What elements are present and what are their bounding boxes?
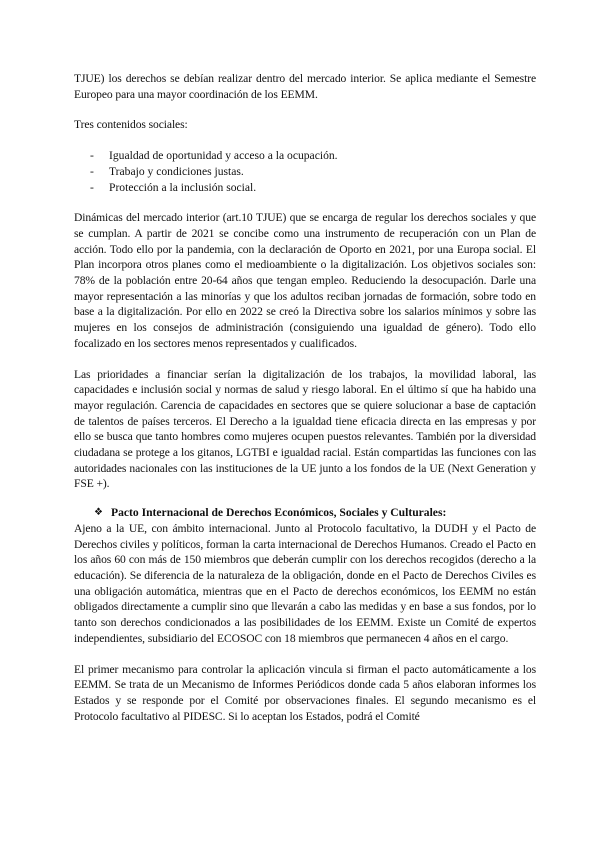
dash-icon: - [90, 149, 94, 163]
diamond-bullet-icon: ❖ [94, 507, 103, 519]
pidesc-paragraph: Ajeno a la UE, con ámbito internacional. Junto al Protocolo facultativo, la DUDH y el Pacto de Derechos civiles y políticos, forman la carta internacional de Derechos Humanos. Creado el Pacto en los años 60 con más de 150 miembros que deberán cumplir con los derechos recogidos (derecho a la educación). Se diferencia de la naturaleza de la obligación, donde en el Pacto de Derechos Civiles es una obligación automática, mientras que en el Pacto de derechos económicos, los EEMM no están obligados directamente a cumplir sino que llevarán a cabo las medidas y en base a sus fondos, por lo tanto son derechos condicionados a las posibilidades de los EEMM. Existe un Comité de expertos independientes, subsidiario del ECOSOC con 18 miembros que permanecen 4 años en el cargo. [74, 521, 536, 645]
mechanism-paragraph: El primer mecanismo para controlar la aplicación vincula si firman el pacto automáticamente a los EEMM. Se trata de un Mecanismo de Informes Periódicos donde cada 5 años elaboran informes los Estados y se responde por el Comité por observaciones finales. El segundo mecanismo es el Protocolo facultativo al PIDESC. Si lo aceptan los Estados, podrá el Comité [74, 662, 536, 723]
social-contents-list [74, 148, 536, 195]
section-heading [74, 505, 536, 521]
section-heading-text: Pacto Internacional de Derechos Económicos, Sociales y Culturales: [111, 506, 447, 520]
intro-paragraph: TJUE) los derechos se debían realizar dentro del mercado interior. Se aplica mediante el Semestre Europeo para una mayor coordinación de los EEMM. [74, 72, 536, 101]
dash-icon: - [90, 180, 94, 194]
list-item: - Protección a la inclusión social. [90, 180, 257, 194]
priorities-paragraph: Las prioridades a financiar serían la digitalización de los trabajos, la movilidad laboral, las capacidades e inclusión social y normas de salud y riesgo laboral. En el último sí que ha habido una mayor regulación. Carencia de capacidades en sectores que se quiere solucionar a base de captación de talentos de países terceros. El Derecho a la igualdad tiene eficacia directa en las empresas y por ello se busca que tanto hombres como mujeres ocupen puestos relevantes. También por la diversidad ciudadana se protege a los gitanos, LGTBI e igualdad racial. Están compartidas las funciones con las autoridades nacionales con las instituciones de la UE junto a los fondos de la UE (Next Generation y FSE +). [74, 367, 536, 491]
list-item: - Trabajo y condiciones justas. [90, 164, 244, 178]
dash-icon: - [90, 164, 94, 178]
list-item: - Igualdad de oportunidad y acceso a la ocupación. [90, 149, 338, 163]
contents-title: Tres contenidos sociales: [74, 118, 188, 132]
dynamics-paragraph: Dinámicas del mercado interior (art.10 TJUE) que se encarga de regular los derechos sociales y que se cumplan. A partir de 2021 se concibe como una instrumento de recuperación con un Plan de acción. Todo ello por la pandemia, con la declaración de Oporto en 2021, por una Europa social. El Plan incorpora otros planes como el medioambiente o la digitalización. Los objetivos sociales son: 78% de la población entre 20-64 años que tengan empleo. Reduciendo la desocupación. Darle una mayor representación a las minorías y que los adultos reciban jornadas de formación, sobre todo en base a la digitalización. Por ello en 2022 se creó la Directiva sobre los salarios mínimos y sobre las mujeres en los consejos de administración (consiguiendo una igualdad de género). Todo ello focalizado en los sectores menos representados y cualificados. [74, 211, 536, 350]
